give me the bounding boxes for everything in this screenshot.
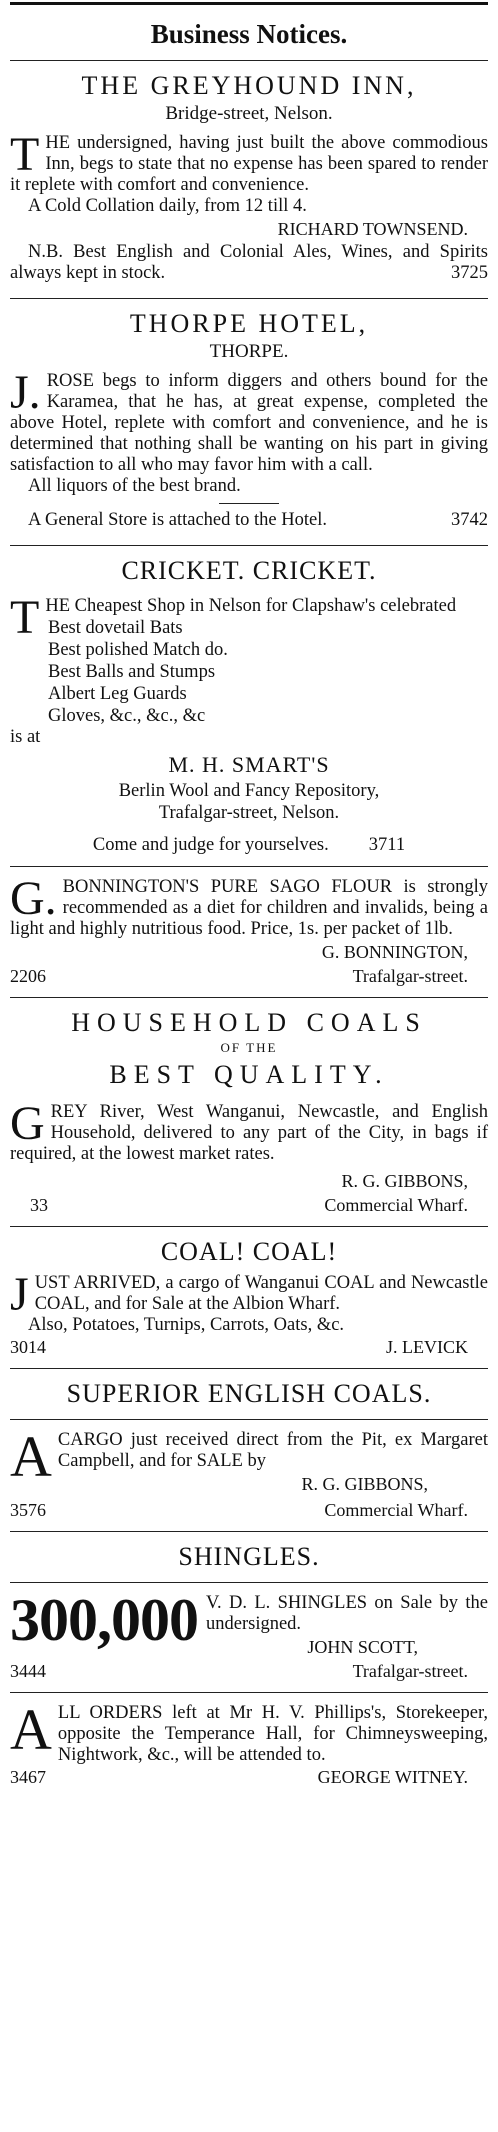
ad-line <box>10 834 488 856</box>
ad-line-text: A General Store is attached to the Hotel. <box>28 510 327 530</box>
divider <box>10 545 488 546</box>
ad-body <box>10 1268 488 1321</box>
ad-line: All liquors of the best brand. <box>28 476 241 496</box>
cricket-ad <box>10 556 488 856</box>
drop-cap: G <box>10 1097 45 1150</box>
ad-title: CRICKET. CRICKET. <box>121 556 377 585</box>
ad-title: BEST QUALITY. <box>109 1060 389 1089</box>
ad-body <box>10 872 488 940</box>
ad-subtitle: OF THE <box>220 1040 278 1055</box>
drop-cap: G. <box>10 872 57 925</box>
ad-subtitle: Bridge-street, Nelson. <box>165 103 333 124</box>
ad-signature: RICHARD TOWNSEND. <box>277 219 468 239</box>
ad-signature: GEORGE WITNEY. <box>317 1767 468 1787</box>
shingles-ad <box>10 1542 488 1682</box>
sago-ad <box>10 872 488 987</box>
ad-subtitle: THORPE. <box>209 341 289 362</box>
ad-footer <box>10 1499 488 1521</box>
big-number: 300,000 <box>10 1587 198 1653</box>
divider <box>10 1419 488 1420</box>
drop-cap: A <box>10 1424 52 1489</box>
superior-coals-ad <box>10 1379 488 1521</box>
divider <box>10 1531 488 1532</box>
orders-ad <box>10 1697 488 1788</box>
ad-number: 3576 <box>10 1500 46 1520</box>
shop-subtitle: Berlin Wool and Fancy Repository, <box>118 781 380 801</box>
divider <box>10 1692 488 1693</box>
divider <box>10 1226 488 1227</box>
ad-title: COAL! COAL! <box>160 1237 338 1266</box>
ad-signature: G. BONNINGTON, <box>321 942 468 962</box>
household-coals-ad <box>10 1008 488 1216</box>
ad-street: Commercial Wharf. <box>324 1500 468 1520</box>
divider <box>10 866 488 867</box>
divider <box>10 1582 488 1583</box>
ad-body <box>10 366 488 476</box>
divider <box>10 1368 488 1369</box>
ad-body-text: LL ORDERS left at Mr H. V. Phillips's, Storekeeper, opposite the Temperance Hall, for Chimneysweeping, Nightwork, &c., will be attended to. <box>57 1703 488 1765</box>
list-item: Gloves, &c., &c., &c <box>48 706 206 726</box>
ad-number: 3467 <box>10 1767 46 1787</box>
ad-title: SHINGLES. <box>178 1542 320 1571</box>
drop-cap: J <box>10 1268 29 1321</box>
ad-footer <box>10 1336 488 1358</box>
thorpe-ad <box>10 309 488 531</box>
ad-number: 2206 <box>10 966 46 986</box>
shop-name: M. H. SMART'S <box>168 752 330 777</box>
newspaper-column <box>10 2 488 1788</box>
ad-number: 3014 <box>10 1337 46 1357</box>
ad-footer <box>10 1194 488 1216</box>
top-rule <box>10 2 488 5</box>
ad-line-text: Come and judge for yourselves. <box>92 835 329 855</box>
ad-line <box>10 510 488 531</box>
ad-number: 3444 <box>10 1661 46 1681</box>
ad-body-text: REY River, West Wanganui, Newcastle, and English Household, delivered to any part of the City, in bags if required, at the lowest market rates. <box>10 1102 488 1164</box>
ad-signature: J. LEVICK <box>386 1337 468 1357</box>
drop-cap: J. <box>10 366 41 419</box>
ad-signature: R. G. GIBBONS, <box>341 1171 468 1191</box>
ad-title: HOUSEHOLD COALS <box>71 1008 427 1037</box>
ad-street: Trafalgar-street. <box>352 1661 468 1681</box>
ad-footer <box>10 965 488 987</box>
ad-body-text: UST ARRIVED, a cargo of Wanganui COAL and Newcastle COAL, and for Sale at the Albion Wharf. <box>34 1273 488 1314</box>
ad-signature: R. G. GIBBONS, <box>301 1474 428 1494</box>
ad-street: Commercial Wharf. <box>324 1195 468 1215</box>
ad-street: Trafalgar-street. <box>352 966 468 986</box>
list-item: Albert Leg Guards <box>48 684 187 704</box>
item-list <box>48 617 488 727</box>
divider <box>10 997 488 998</box>
ad-body-text: ROSE begs to inform diggers and others bound for the Karamea, that he has, at great expense, completed the above Hotel, replete with comfort and convenience, and he is determined that nothing shall be wanting on his part in giving satisfaction to all who may favor him with a call. <box>10 371 488 475</box>
ad-footer <box>10 1766 488 1788</box>
ad-body-text: BONNINGTON'S PURE SAGO FLOUR is strongly recommended as a diet for children and invalids, being a light and highly nutritious food. Price, 1s. per packet of 1lb. <box>10 877 488 939</box>
section-header: Business Notices. <box>150 19 348 49</box>
ad-body-text: HE undersigned, having just built the above commodious Inn, begs to state that no expense has been spared to render it replete with comfort and convenience. <box>10 133 488 195</box>
list-item: Best polished Match do. <box>48 640 228 660</box>
ad-number: 33 <box>30 1195 48 1215</box>
ad-footer <box>10 1660 488 1682</box>
ad-number: 3742 <box>451 510 488 530</box>
ad-title: THORPE HOTEL, <box>129 309 369 338</box>
coal-ad <box>10 1237 488 1358</box>
ad-signature: JOHN SCOTT, <box>307 1637 418 1657</box>
ad-number: 3725 <box>451 263 488 283</box>
drop-cap: T <box>10 591 40 644</box>
ad-note <box>10 242 488 284</box>
ad-title: SUPERIOR ENGLISH COALS. <box>66 1379 432 1408</box>
ad-line: Also, Potatoes, Turnips, Carrots, Oats, &c. <box>28 1315 345 1335</box>
drop-cap: T <box>10 128 40 181</box>
ad-body-text: HE Cheapest Shop in Nelson for Clapshaw's celebrated <box>45 596 457 616</box>
short-rule <box>219 503 279 504</box>
ad-line: is at <box>10 727 41 747</box>
ad-body <box>10 1097 488 1165</box>
greyhound-ad <box>10 71 488 284</box>
ad-body-text: V. D. L. SHINGLES on Sale by the undersigned. <box>206 1593 488 1634</box>
list-item: Best dovetail Bats <box>48 618 183 638</box>
ad-number: 3711 <box>368 835 406 855</box>
drop-cap: A <box>10 1697 52 1762</box>
shop-street: Trafalgar-street, Nelson. <box>158 803 340 823</box>
ad-body-text: CARGO just received direct from the Pit, ex Margaret Campbell, and for SALE by <box>57 1430 488 1471</box>
ad-line: A Cold Collation daily, from 12 till 4. <box>28 196 307 216</box>
list-item: Best Balls and Stumps <box>48 662 216 682</box>
ad-note-text: N.B. Best English and Colonial Ales, Wines, and Spirits always kept in stock. <box>10 242 488 283</box>
divider <box>10 298 488 299</box>
ad-body <box>10 128 488 196</box>
divider <box>10 60 488 61</box>
ad-body <box>10 1697 488 1766</box>
ad-title: THE GREYHOUND INN, <box>81 71 417 100</box>
